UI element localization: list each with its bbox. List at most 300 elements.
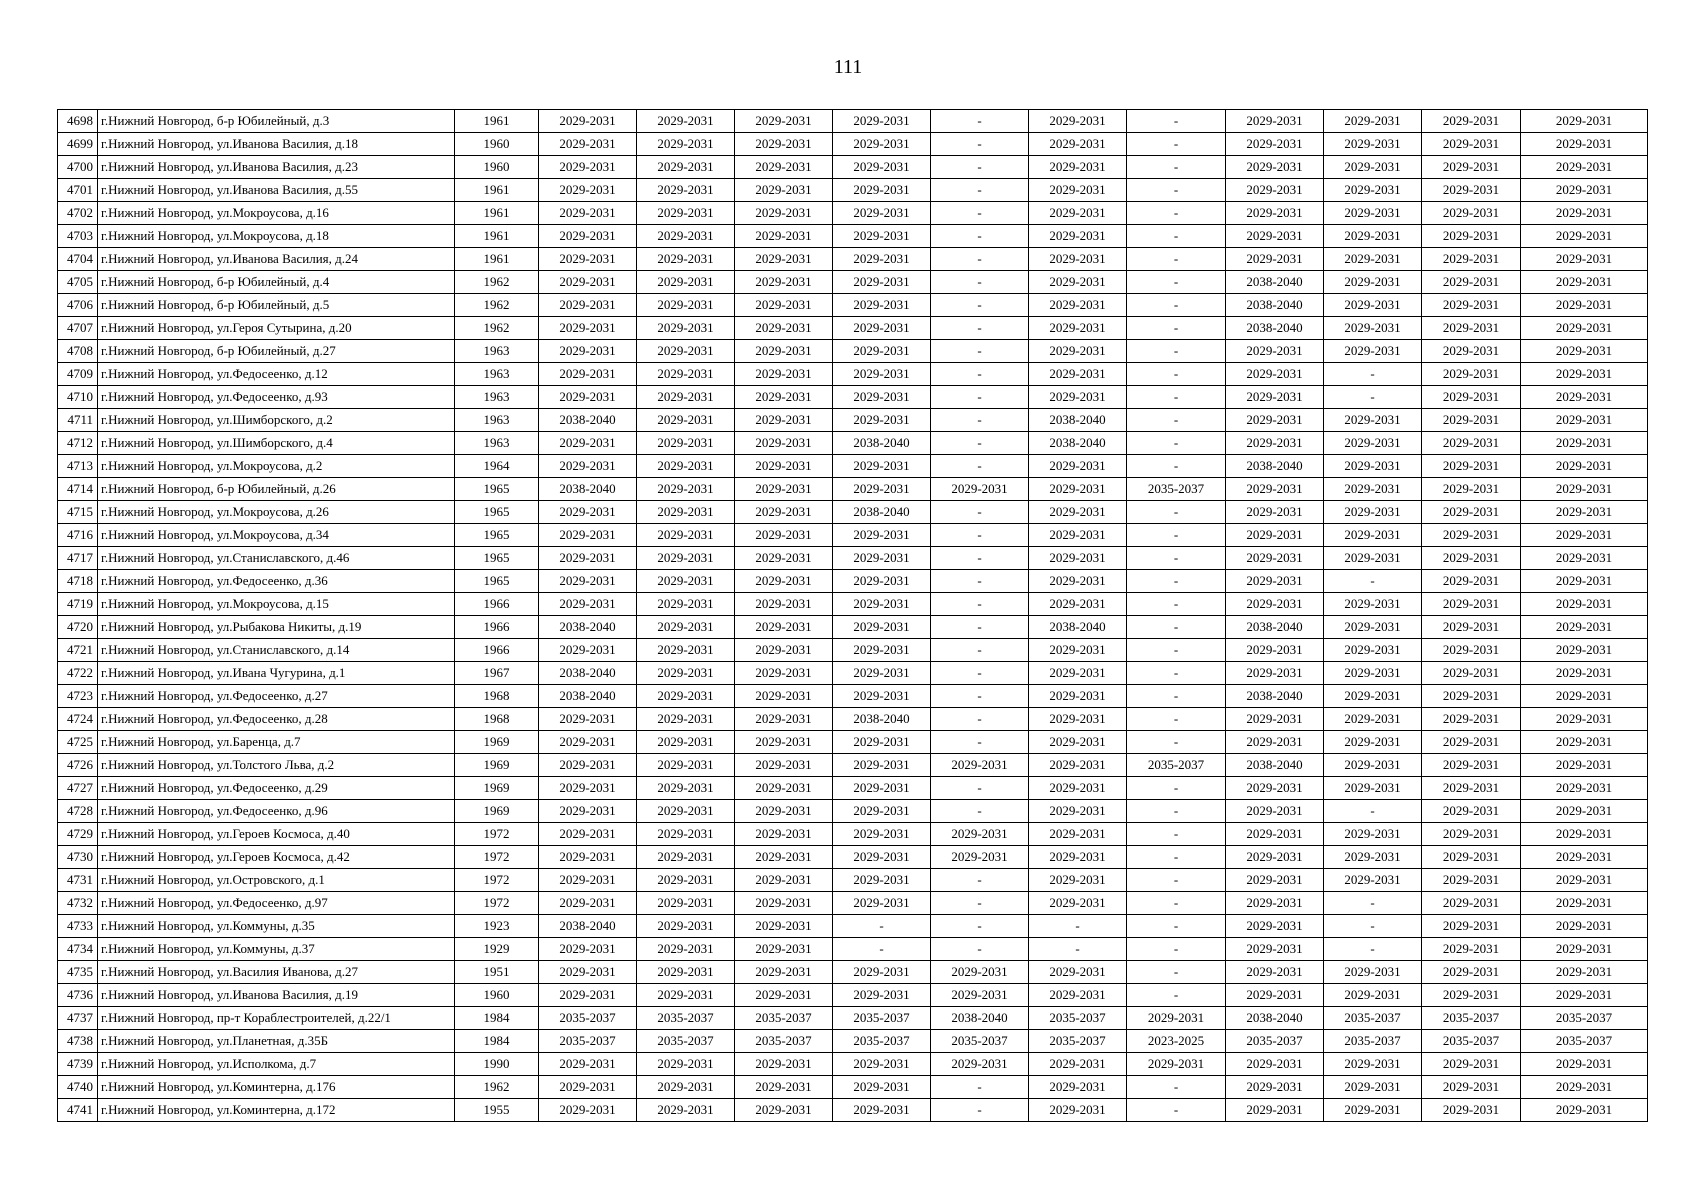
- period-cell: -: [1127, 616, 1226, 639]
- period-cell: 2029-2031: [1324, 1099, 1422, 1122]
- period-cell: -: [931, 455, 1029, 478]
- period-cell: 2029-2031: [1226, 179, 1324, 202]
- period-cell: -: [931, 547, 1029, 570]
- period-cell: 2029-2031: [1521, 363, 1648, 386]
- period-cell: -: [931, 317, 1029, 340]
- period-cell: 2029-2031: [1226, 547, 1324, 570]
- period-cell: 2029-2031: [1422, 248, 1521, 271]
- period-cell: 2035-2037: [735, 1030, 833, 1053]
- table-row: [58, 248, 1648, 271]
- period-cell: 2029-2031: [637, 1099, 735, 1122]
- period-cell: 2029-2031: [833, 340, 931, 363]
- period-cell: 2038-2040: [1226, 294, 1324, 317]
- period-cell: 2029-2031: [637, 294, 735, 317]
- period-cell: -: [1324, 386, 1422, 409]
- address-cell: г.Нижний Новгород, ул.Иванова Василия, д.18: [98, 133, 455, 156]
- period-cell: 2029-2031: [1324, 317, 1422, 340]
- period-cell: 2029-2031: [1422, 386, 1521, 409]
- row-number-cell: 4712: [58, 432, 98, 455]
- period-cell: 2035-2037: [539, 1007, 637, 1030]
- period-cell: 2029-2031: [1324, 294, 1422, 317]
- period-cell: 2038-2040: [539, 915, 637, 938]
- row-number-cell: 4702: [58, 202, 98, 225]
- period-cell: 2029-2031: [1521, 340, 1648, 363]
- period-cell: 2038-2040: [539, 616, 637, 639]
- period-cell: 2029-2031: [1422, 455, 1521, 478]
- period-cell: 2029-2031: [539, 984, 637, 1007]
- period-cell: 2029-2031: [1029, 984, 1127, 1007]
- period-cell: 2029-2031: [735, 478, 833, 501]
- table-row: [58, 938, 1648, 961]
- table-row: [58, 156, 1648, 179]
- row-number-cell: 4698: [58, 110, 98, 133]
- period-cell: -: [931, 777, 1029, 800]
- period-cell: 2029-2031: [1226, 156, 1324, 179]
- period-cell: 2029-2031: [1029, 892, 1127, 915]
- period-cell: -: [1127, 179, 1226, 202]
- period-cell: -: [1127, 685, 1226, 708]
- period-cell: 2029-2031: [637, 616, 735, 639]
- period-cell: 2029-2031: [539, 708, 637, 731]
- period-cell: 2029-2031: [1226, 570, 1324, 593]
- period-cell: 2029-2031: [1226, 248, 1324, 271]
- row-number-cell: 4720: [58, 616, 98, 639]
- row-number-cell: 4711: [58, 409, 98, 432]
- period-cell: 2029-2031: [637, 386, 735, 409]
- period-cell: 2029-2031: [1521, 938, 1648, 961]
- period-cell: -: [931, 593, 1029, 616]
- period-cell: 2029-2031: [1521, 294, 1648, 317]
- period-cell: 2029-2031: [1029, 846, 1127, 869]
- period-cell: 2029-2031: [637, 524, 735, 547]
- period-cell: -: [931, 133, 1029, 156]
- period-cell: 2029-2031: [833, 386, 931, 409]
- period-cell: 2029-2031: [1521, 823, 1648, 846]
- period-cell: 2029-2031: [539, 202, 637, 225]
- period-cell: 2029-2031: [931, 823, 1029, 846]
- period-cell: 2029-2031: [735, 248, 833, 271]
- period-cell: 2029-2031: [1324, 202, 1422, 225]
- period-cell: 2029-2031: [637, 708, 735, 731]
- year-cell: 1990: [455, 1053, 539, 1076]
- year-cell: 1962: [455, 317, 539, 340]
- period-cell: -: [931, 1099, 1029, 1122]
- period-cell: -: [1127, 639, 1226, 662]
- period-cell: 2029-2031: [1226, 363, 1324, 386]
- period-cell: -: [1324, 363, 1422, 386]
- period-cell: 2029-2031: [1324, 271, 1422, 294]
- period-cell: 2029-2031: [539, 731, 637, 754]
- period-cell: 2029-2031: [1521, 892, 1648, 915]
- period-cell: 2029-2031: [833, 892, 931, 915]
- period-cell: 2029-2031: [833, 1053, 931, 1076]
- address-cell: г.Нижний Новгород, ул.Ивана Чугурина, д.1: [98, 662, 455, 685]
- period-cell: 2035-2037: [1127, 478, 1226, 501]
- year-cell: 1972: [455, 846, 539, 869]
- period-cell: -: [1324, 800, 1422, 823]
- period-cell: 2029-2031: [1226, 524, 1324, 547]
- year-cell: 1963: [455, 386, 539, 409]
- period-cell: 2029-2031: [539, 639, 637, 662]
- table-row: [58, 363, 1648, 386]
- period-cell: 2029-2031: [1422, 938, 1521, 961]
- period-cell: 2029-2031: [1422, 524, 1521, 547]
- period-cell: 2029-2031: [1422, 271, 1521, 294]
- period-cell: 2038-2040: [539, 685, 637, 708]
- address-cell: г.Нижний Новгород, ул.Толстого Льва, д.2: [98, 754, 455, 777]
- period-cell: 2029-2031: [1029, 593, 1127, 616]
- period-cell: 2029-2031: [539, 846, 637, 869]
- period-cell: 2029-2031: [1226, 823, 1324, 846]
- period-cell: 2029-2031: [1324, 593, 1422, 616]
- period-cell: 2029-2031: [1521, 524, 1648, 547]
- year-cell: 1963: [455, 340, 539, 363]
- period-cell: 2029-2031: [833, 202, 931, 225]
- period-cell: 2029-2031: [1029, 110, 1127, 133]
- period-cell: 2029-2031: [1029, 708, 1127, 731]
- period-cell: 2029-2031: [1422, 708, 1521, 731]
- table-row: [58, 708, 1648, 731]
- period-cell: -: [931, 731, 1029, 754]
- period-cell: 2029-2031: [1521, 317, 1648, 340]
- period-cell: 2029-2031: [539, 1053, 637, 1076]
- period-cell: 2029-2031: [833, 110, 931, 133]
- period-cell: 2029-2031: [1226, 869, 1324, 892]
- period-cell: 2029-2031: [637, 179, 735, 202]
- table-row: [58, 409, 1648, 432]
- year-cell: 1963: [455, 409, 539, 432]
- period-cell: -: [1127, 202, 1226, 225]
- period-cell: 2029-2031: [1324, 639, 1422, 662]
- period-cell: 2029-2031: [1521, 662, 1648, 685]
- period-cell: 2029-2031: [833, 639, 931, 662]
- period-cell: 2029-2031: [833, 846, 931, 869]
- period-cell: 2029-2031: [1521, 984, 1648, 1007]
- year-cell: 1969: [455, 777, 539, 800]
- year-cell: 1929: [455, 938, 539, 961]
- period-cell: -: [931, 432, 1029, 455]
- period-cell: 2029-2031: [735, 915, 833, 938]
- period-cell: 2029-2031: [735, 708, 833, 731]
- period-cell: 2029-2031: [1324, 961, 1422, 984]
- address-cell: г.Нижний Новгород, ул.Мокроусова, д.34: [98, 524, 455, 547]
- period-cell: -: [1029, 915, 1127, 938]
- period-cell: 2029-2031: [1324, 501, 1422, 524]
- period-cell: 2029-2031: [1521, 846, 1648, 869]
- period-cell: 2029-2031: [833, 616, 931, 639]
- address-cell: г.Нижний Новгород, ул.Коммуны, д.35: [98, 915, 455, 938]
- period-cell: 2029-2031: [735, 432, 833, 455]
- period-cell: 2029-2031: [833, 478, 931, 501]
- period-cell: 2029-2031: [637, 363, 735, 386]
- period-cell: 2029-2031: [539, 892, 637, 915]
- period-cell: 2029-2031: [833, 317, 931, 340]
- address-cell: г.Нижний Новгород, пр-т Кораблестроителей, д.22/1: [98, 1007, 455, 1030]
- period-cell: -: [931, 386, 1029, 409]
- period-cell: 2038-2040: [1226, 1007, 1324, 1030]
- table-row: [58, 501, 1648, 524]
- year-cell: 1965: [455, 524, 539, 547]
- period-cell: 2029-2031: [1324, 248, 1422, 271]
- period-cell: 2029-2031: [1226, 202, 1324, 225]
- period-cell: 2029-2031: [833, 1099, 931, 1122]
- period-cell: 2029-2031: [1422, 409, 1521, 432]
- table-row: [58, 846, 1648, 869]
- period-cell: 2029-2031: [1324, 547, 1422, 570]
- period-cell: 2029-2031: [539, 938, 637, 961]
- period-cell: 2029-2031: [1422, 961, 1521, 984]
- period-cell: -: [1127, 892, 1226, 915]
- period-cell: -: [931, 662, 1029, 685]
- period-cell: 2029-2031: [1422, 892, 1521, 915]
- period-cell: 2029-2031: [637, 409, 735, 432]
- row-number-cell: 4705: [58, 271, 98, 294]
- period-cell: 2038-2040: [1029, 616, 1127, 639]
- period-cell: 2029-2031: [1422, 317, 1521, 340]
- period-cell: 2029-2031: [833, 984, 931, 1007]
- period-cell: 2029-2031: [1521, 179, 1648, 202]
- period-cell: 2029-2031: [1324, 110, 1422, 133]
- period-cell: 2029-2031: [1029, 1099, 1127, 1122]
- period-cell: 2029-2031: [1422, 846, 1521, 869]
- table-row: [58, 570, 1648, 593]
- period-cell: 2035-2037: [735, 1007, 833, 1030]
- row-number-cell: 4710: [58, 386, 98, 409]
- row-number-cell: 4709: [58, 363, 98, 386]
- period-cell: 2029-2031: [637, 754, 735, 777]
- period-cell: -: [931, 248, 1029, 271]
- period-cell: 2029-2031: [1422, 754, 1521, 777]
- period-cell: 2029-2031: [1029, 340, 1127, 363]
- period-cell: -: [931, 570, 1029, 593]
- period-cell: 2038-2040: [931, 1007, 1029, 1030]
- period-cell: 2029-2031: [735, 317, 833, 340]
- period-cell: 2029-2031: [539, 800, 637, 823]
- year-cell: 1962: [455, 1076, 539, 1099]
- year-cell: 1964: [455, 455, 539, 478]
- row-number-cell: 4728: [58, 800, 98, 823]
- period-cell: 2029-2031: [735, 869, 833, 892]
- year-cell: 1984: [455, 1007, 539, 1030]
- period-cell: 2029-2031: [1324, 823, 1422, 846]
- address-cell: г.Нижний Новгород, б-р Юбилейный, д.3: [98, 110, 455, 133]
- period-cell: 2038-2040: [833, 501, 931, 524]
- period-cell: 2029-2031: [735, 800, 833, 823]
- period-cell: 2029-2031: [833, 1076, 931, 1099]
- row-number-cell: 4738: [58, 1030, 98, 1053]
- period-cell: 2029-2031: [1521, 639, 1648, 662]
- period-cell: 2029-2031: [637, 547, 735, 570]
- period-cell: 2029-2031: [1029, 248, 1127, 271]
- period-cell: 2029-2031: [1029, 225, 1127, 248]
- table-row: [58, 754, 1648, 777]
- period-cell: 2029-2031: [833, 409, 931, 432]
- address-cell: г.Нижний Новгород, ул.Мокроусова, д.18: [98, 225, 455, 248]
- row-number-cell: 4739: [58, 1053, 98, 1076]
- period-cell: 2029-2031: [637, 202, 735, 225]
- period-cell: 2029-2031: [539, 547, 637, 570]
- period-cell: 2029-2031: [539, 110, 637, 133]
- address-cell: г.Нижний Новгород, б-р Юбилейный, д.27: [98, 340, 455, 363]
- period-cell: 2029-2031: [539, 501, 637, 524]
- period-cell: 2029-2031: [1226, 110, 1324, 133]
- period-cell: 2038-2040: [539, 662, 637, 685]
- period-cell: 2029-2031: [637, 1053, 735, 1076]
- table-row: [58, 432, 1648, 455]
- period-cell: 2038-2040: [1029, 409, 1127, 432]
- period-cell: 2029-2031: [637, 984, 735, 1007]
- address-cell: г.Нижний Новгород, ул.Шимборского, д.2: [98, 409, 455, 432]
- row-number-cell: 4726: [58, 754, 98, 777]
- period-cell: 2029-2031: [539, 386, 637, 409]
- year-cell: 1965: [455, 478, 539, 501]
- table-body: [58, 110, 1648, 1122]
- period-cell: 2029-2031: [1324, 616, 1422, 639]
- year-cell: 1972: [455, 869, 539, 892]
- table-row: [58, 340, 1648, 363]
- period-cell: 2029-2031: [1226, 846, 1324, 869]
- period-cell: 2029-2031: [1521, 961, 1648, 984]
- row-number-cell: 4708: [58, 340, 98, 363]
- period-cell: 2035-2037: [1422, 1030, 1521, 1053]
- period-cell: 2035-2037: [637, 1030, 735, 1053]
- period-cell: -: [1029, 938, 1127, 961]
- period-cell: -: [1127, 524, 1226, 547]
- period-cell: 2029-2031: [1029, 639, 1127, 662]
- period-cell: -: [833, 915, 931, 938]
- period-cell: 2029-2031: [1422, 915, 1521, 938]
- address-cell: г.Нижний Новгород, ул.Мокроусова, д.26: [98, 501, 455, 524]
- period-cell: 2038-2040: [1226, 754, 1324, 777]
- table-row: [58, 1076, 1648, 1099]
- period-cell: 2029-2031: [735, 570, 833, 593]
- period-cell: -: [1127, 984, 1226, 1007]
- period-cell: 2029-2031: [539, 823, 637, 846]
- period-cell: 2029-2031: [1029, 386, 1127, 409]
- period-cell: -: [1127, 133, 1226, 156]
- address-cell: г.Нижний Новгород, ул.Коминтерна, д.172: [98, 1099, 455, 1122]
- period-cell: 2035-2037: [1422, 1007, 1521, 1030]
- period-cell: 2029-2031: [637, 777, 735, 800]
- address-cell: г.Нижний Новгород, ул.Федосеенко, д.36: [98, 570, 455, 593]
- period-cell: 2029-2031: [1226, 1053, 1324, 1076]
- period-cell: 2029-2031: [735, 202, 833, 225]
- period-cell: 2029-2031: [1029, 547, 1127, 570]
- period-cell: 2029-2031: [637, 685, 735, 708]
- period-cell: 2038-2040: [1226, 616, 1324, 639]
- period-cell: 2029-2031: [1029, 570, 1127, 593]
- period-cell: 2029-2031: [1521, 409, 1648, 432]
- period-cell: 2029-2031: [833, 731, 931, 754]
- row-number-cell: 4731: [58, 869, 98, 892]
- year-cell: 1960: [455, 156, 539, 179]
- period-cell: 2029-2031: [1324, 1053, 1422, 1076]
- period-cell: 2029-2031: [735, 225, 833, 248]
- period-cell: 2029-2031: [1324, 869, 1422, 892]
- period-cell: 2038-2040: [1226, 685, 1324, 708]
- address-cell: г.Нижний Новгород, ул.Баренца, д.7: [98, 731, 455, 754]
- year-cell: 1965: [455, 547, 539, 570]
- period-cell: 2038-2040: [1226, 317, 1324, 340]
- table-row: [58, 1030, 1648, 1053]
- row-number-cell: 4725: [58, 731, 98, 754]
- period-cell: 2029-2031: [735, 271, 833, 294]
- period-cell: 2029-2031: [637, 317, 735, 340]
- table-row: [58, 1099, 1648, 1122]
- period-cell: 2029-2031: [1029, 133, 1127, 156]
- period-cell: 2029-2031: [735, 501, 833, 524]
- period-cell: 2029-2031: [735, 662, 833, 685]
- period-cell: 2029-2031: [539, 570, 637, 593]
- period-cell: 2029-2031: [1422, 363, 1521, 386]
- row-number-cell: 4737: [58, 1007, 98, 1030]
- period-cell: 2029-2031: [1422, 156, 1521, 179]
- period-cell: -: [1127, 915, 1226, 938]
- period-cell: 2029-2031: [1226, 800, 1324, 823]
- period-cell: 2029-2031: [1029, 202, 1127, 225]
- period-cell: 2029-2031: [735, 754, 833, 777]
- address-cell: г.Нижний Новгород, ул.Иванова Василия, д.23: [98, 156, 455, 179]
- row-number-cell: 4732: [58, 892, 98, 915]
- address-cell: г.Нижний Новгород, ул.Коммуны, д.37: [98, 938, 455, 961]
- year-cell: 1961: [455, 179, 539, 202]
- address-cell: г.Нижний Новгород, ул.Иванова Василия, д.24: [98, 248, 455, 271]
- period-cell: 2029-2031: [1422, 731, 1521, 754]
- period-cell: -: [1127, 294, 1226, 317]
- table-row: [58, 225, 1648, 248]
- period-cell: 2029-2031: [1324, 478, 1422, 501]
- period-cell: 2029-2031: [1029, 478, 1127, 501]
- period-cell: 2029-2031: [539, 869, 637, 892]
- year-cell: 1968: [455, 708, 539, 731]
- period-cell: -: [1127, 731, 1226, 754]
- table-row: [58, 593, 1648, 616]
- period-cell: 2029-2031: [735, 340, 833, 363]
- period-cell: 2029-2031: [1029, 777, 1127, 800]
- period-cell: 2029-2031: [1226, 938, 1324, 961]
- row-number-cell: 4735: [58, 961, 98, 984]
- period-cell: -: [1127, 271, 1226, 294]
- period-cell: 2029-2031: [1422, 547, 1521, 570]
- period-cell: 2029-2031: [637, 938, 735, 961]
- period-cell: 2029-2031: [1029, 501, 1127, 524]
- period-cell: 2029-2031: [1422, 179, 1521, 202]
- table-row: [58, 984, 1648, 1007]
- period-cell: -: [931, 409, 1029, 432]
- period-cell: 2029-2031: [637, 639, 735, 662]
- period-cell: 2029-2031: [1521, 1076, 1648, 1099]
- year-cell: 1951: [455, 961, 539, 984]
- row-number-cell: 4718: [58, 570, 98, 593]
- period-cell: 2029-2031: [1521, 432, 1648, 455]
- period-cell: 2029-2031: [1029, 1053, 1127, 1076]
- period-cell: 2029-2031: [637, 731, 735, 754]
- period-cell: -: [1324, 570, 1422, 593]
- table-row: [58, 800, 1648, 823]
- period-cell: -: [1324, 892, 1422, 915]
- year-cell: 1969: [455, 731, 539, 754]
- address-cell: г.Нижний Новгород, ул.Федосеенко, д.97: [98, 892, 455, 915]
- year-cell: 1963: [455, 432, 539, 455]
- row-number-cell: 4741: [58, 1099, 98, 1122]
- period-cell: 2029-2031: [637, 225, 735, 248]
- period-cell: 2029-2031: [637, 133, 735, 156]
- period-cell: 2029-2031: [1422, 685, 1521, 708]
- period-cell: 2029-2031: [735, 363, 833, 386]
- period-cell: 2029-2031: [1422, 202, 1521, 225]
- period-cell: 2029-2031: [1324, 754, 1422, 777]
- period-cell: 2029-2031: [833, 662, 931, 685]
